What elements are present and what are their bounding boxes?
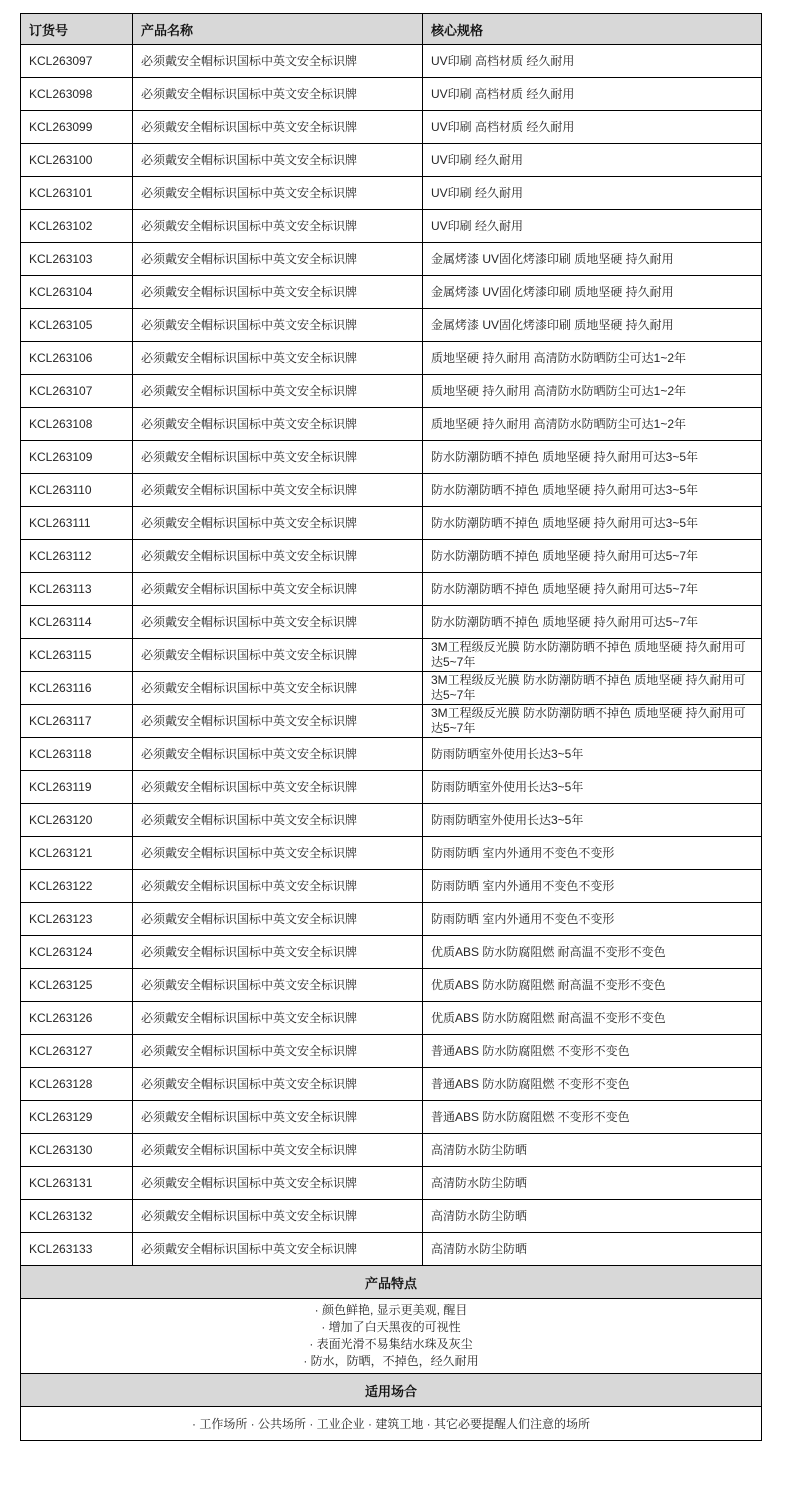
spec-table-body (21, 45, 762, 1266)
table-row (21, 738, 762, 771)
product-name-cell: 必须戴安全帽标识国标中英文安全标识牌 (133, 969, 423, 1002)
spec-cell: UV印刷 经久耐用 (423, 177, 762, 210)
order-id-cell: KCL263102 (21, 210, 133, 243)
table-row (21, 210, 762, 243)
feature-item: · 防水，防晒，不掉色，经久耐用 (303, 1354, 479, 1368)
product-name-cell: 必须戴安全帽标识国标中英文安全标识牌 (133, 243, 423, 276)
features-header-row (21, 1266, 762, 1299)
spec-cell: 防水防潮防晒不掉色 质地坚硬 持久耐用可达5~7年 (423, 606, 762, 639)
product-name-cell: 必须戴安全帽标识国标中英文安全标识牌 (133, 309, 423, 342)
product-name-cell: 必须戴安全帽标识国标中英文安全标识牌 (133, 1035, 423, 1068)
spec-cell: 普通ABS 防水防腐阻燃 不变形不变色 (423, 1035, 762, 1068)
spec-cell: 防雨防晒 室内外通用不变色不变形 (423, 903, 762, 936)
table-row (21, 243, 762, 276)
table-row (21, 936, 762, 969)
table-row (21, 144, 762, 177)
product-name-cell: 必须戴安全帽标识国标中英文安全标识牌 (133, 1068, 423, 1101)
spec-cell: 优质ABS 防水防腐阻燃 耐高温不变形不变色 (423, 969, 762, 1002)
product-name-cell: 必须戴安全帽标识国标中英文安全标识牌 (133, 1002, 423, 1035)
order-id-cell: KCL263126 (21, 1002, 133, 1035)
table-row (21, 309, 762, 342)
order-id-cell: KCL263129 (21, 1101, 133, 1134)
order-id-cell: KCL263106 (21, 342, 133, 375)
product-spec-sheet (20, 13, 761, 1441)
table-row (21, 342, 762, 375)
spec-cell: 高清防水防尘防晒 (423, 1134, 762, 1167)
order-id-cell: KCL263097 (21, 45, 133, 78)
product-name-cell: 必须戴安全帽标识国标中英文安全标识牌 (133, 606, 423, 639)
product-name-cell: 必须戴安全帽标识国标中英文安全标识牌 (133, 474, 423, 507)
table-row (21, 870, 762, 903)
spec-cell: 优质ABS 防水防腐阻燃 耐高温不变形不变色 (423, 1002, 762, 1035)
product-name-cell: 必须戴安全帽标识国标中英文安全标识牌 (133, 804, 423, 837)
table-row (21, 606, 762, 639)
spec-cell: 防水防潮防晒不掉色 质地坚硬 持久耐用可达3~5年 (423, 507, 762, 540)
table-row (21, 903, 762, 936)
order-id-cell: KCL263133 (21, 1233, 133, 1266)
order-id-cell: KCL263116 (21, 672, 133, 705)
order-id-cell: KCL263127 (21, 1035, 133, 1068)
feature-item: · 增加了白天黑夜的可视性 (321, 1320, 461, 1334)
product-name-cell: 必须戴安全帽标识国标中英文安全标识牌 (133, 771, 423, 804)
product-name-cell: 必须戴安全帽标识国标中英文安全标识牌 (133, 837, 423, 870)
spec-cell: 金属烤漆 UV固化烤漆印刷 质地坚硬 持久耐用 (423, 243, 762, 276)
product-name-cell: 必须戴安全帽标识国标中英文安全标识牌 (133, 45, 423, 78)
order-id-cell: KCL263100 (21, 144, 133, 177)
column-header-core-spec: 核心规格 (423, 14, 762, 45)
product-name-cell: 必须戴安全帽标识国标中英文安全标识牌 (133, 507, 423, 540)
table-row (21, 804, 762, 837)
spec-cell: UV印刷 高档材质 经久耐用 (423, 78, 762, 111)
product-name-cell: 必须戴安全帽标识国标中英文安全标识牌 (133, 441, 423, 474)
applications-content-row (21, 1407, 762, 1441)
spec-cell: 3M工程级反光膜 防水防潮防晒不掉色 质地坚硬 持久耐用可达5~7年 (423, 639, 762, 672)
order-id-cell: KCL263108 (21, 408, 133, 441)
table-row (21, 969, 762, 1002)
table-row (21, 441, 762, 474)
order-id-cell: KCL263123 (21, 903, 133, 936)
column-header-order-id: 订货号 (21, 14, 133, 45)
product-name-cell: 必须戴安全帽标识国标中英文安全标识牌 (133, 1134, 423, 1167)
order-id-cell: KCL263120 (21, 804, 133, 837)
product-name-cell: 必须戴安全帽标识国标中英文安全标识牌 (133, 705, 423, 738)
order-id-cell: KCL263132 (21, 1200, 133, 1233)
order-id-cell: KCL263114 (21, 606, 133, 639)
order-id-cell: KCL263124 (21, 936, 133, 969)
order-id-cell: KCL263112 (21, 540, 133, 573)
product-name-cell: 必须戴安全帽标识国标中英文安全标识牌 (133, 1233, 423, 1266)
table-row (21, 507, 762, 540)
feature-item: · 颜色鲜艳, 显示更美观, 醒目 (314, 1303, 468, 1317)
features-list (21, 1299, 762, 1374)
product-name-cell: 必须戴安全帽标识国标中英文安全标识牌 (133, 573, 423, 606)
spec-cell: 质地坚硬 持久耐用 高清防水防晒防尘可达1~2年 (423, 408, 762, 441)
product-name-cell: 必须戴安全帽标识国标中英文安全标识牌 (133, 78, 423, 111)
table-row (21, 1233, 762, 1266)
table-row (21, 1134, 762, 1167)
order-id-cell: KCL263105 (21, 309, 133, 342)
order-id-cell: KCL263115 (21, 639, 133, 672)
table-row (21, 672, 762, 705)
spec-cell: UV印刷 经久耐用 (423, 210, 762, 243)
product-name-cell: 必须戴安全帽标识国标中英文安全标识牌 (133, 738, 423, 771)
product-name-cell: 必须戴安全帽标识国标中英文安全标识牌 (133, 672, 423, 705)
column-header-product-name: 产品名称 (133, 14, 423, 45)
table-row (21, 1035, 762, 1068)
table-row (21, 705, 762, 738)
spec-cell: 防雨防晒 室内外通用不变色不变形 (423, 837, 762, 870)
product-name-cell: 必须戴安全帽标识国标中英文安全标识牌 (133, 540, 423, 573)
spec-cell: 高清防水防尘防晒 (423, 1200, 762, 1233)
product-name-cell: 必须戴安全帽标识国标中英文安全标识牌 (133, 870, 423, 903)
table-row (21, 573, 762, 606)
table-row (21, 375, 762, 408)
applications-text: · 工作场所 · 公共场所 · 工业企业 · 建筑工地 · 其它必要提醒人们注意的场所 (21, 1407, 762, 1441)
spec-cell: UV印刷 经久耐用 (423, 144, 762, 177)
spec-cell: 防水防潮防晒不掉色 质地坚硬 持久耐用可达3~5年 (423, 441, 762, 474)
order-id-cell: KCL263117 (21, 705, 133, 738)
table-row (21, 540, 762, 573)
spec-cell: 普通ABS 防水防腐阻燃 不变形不变色 (423, 1101, 762, 1134)
product-name-cell: 必须戴安全帽标识国标中英文安全标识牌 (133, 375, 423, 408)
table-row (21, 111, 762, 144)
product-name-cell: 必须戴安全帽标识国标中英文安全标识牌 (133, 639, 423, 672)
product-name-cell: 必须戴安全帽标识国标中英文安全标识牌 (133, 111, 423, 144)
spec-cell: 防水防潮防晒不掉色 质地坚硬 持久耐用可达3~5年 (423, 474, 762, 507)
table-row (21, 1200, 762, 1233)
spec-cell: UV印刷 高档材质 经久耐用 (423, 111, 762, 144)
spec-cell: 金属烤漆 UV固化烤漆印刷 质地坚硬 持久耐用 (423, 309, 762, 342)
table-row (21, 1002, 762, 1035)
table-row (21, 1068, 762, 1101)
applications-header-row (21, 1374, 762, 1407)
table-row (21, 1101, 762, 1134)
order-id-cell: KCL263119 (21, 771, 133, 804)
table-row (21, 474, 762, 507)
product-spec-table (20, 13, 762, 1441)
table-row (21, 78, 762, 111)
order-id-cell: KCL263121 (21, 837, 133, 870)
spec-cell: 高清防水防尘防晒 (423, 1233, 762, 1266)
order-id-cell: KCL263104 (21, 276, 133, 309)
footer-sections (21, 1266, 762, 1441)
product-name-cell: 必须戴安全帽标识国标中英文安全标识牌 (133, 1167, 423, 1200)
table-row (21, 1167, 762, 1200)
order-id-cell: KCL263113 (21, 573, 133, 606)
order-id-cell: KCL263110 (21, 474, 133, 507)
spec-cell: 防雨防晒室外使用长达3~5年 (423, 771, 762, 804)
product-name-cell: 必须戴安全帽标识国标中英文安全标识牌 (133, 342, 423, 375)
spec-cell: 质地坚硬 持久耐用 高清防水防晒防尘可达1~2年 (423, 342, 762, 375)
table-row (21, 837, 762, 870)
spec-cell: 防雨防晒室外使用长达3~5年 (423, 804, 762, 837)
table-row (21, 45, 762, 78)
spec-cell: UV印刷 高档材质 经久耐用 (423, 45, 762, 78)
product-name-cell: 必须戴安全帽标识国标中英文安全标识牌 (133, 903, 423, 936)
product-name-cell: 必须戴安全帽标识国标中英文安全标识牌 (133, 276, 423, 309)
order-id-cell: KCL263122 (21, 870, 133, 903)
product-name-cell: 必须戴安全帽标识国标中英文安全标识牌 (133, 177, 423, 210)
feature-item: · 表面光滑不易集结水珠及灰尘 (309, 1337, 473, 1351)
order-id-cell: KCL263125 (21, 969, 133, 1002)
spec-cell: 防水防潮防晒不掉色 质地坚硬 持久耐用可达5~7年 (423, 573, 762, 606)
product-name-cell: 必须戴安全帽标识国标中英文安全标识牌 (133, 408, 423, 441)
spec-cell: 3M工程级反光膜 防水防潮防晒不掉色 质地坚硬 持久耐用可达5~7年 (423, 672, 762, 705)
spec-cell: 金属烤漆 UV固化烤漆印刷 质地坚硬 持久耐用 (423, 276, 762, 309)
table-row (21, 408, 762, 441)
order-id-cell: KCL263128 (21, 1068, 133, 1101)
table-row (21, 639, 762, 672)
spec-cell: 防雨防晒 室内外通用不变色不变形 (423, 870, 762, 903)
product-name-cell: 必须戴安全帽标识国标中英文安全标识牌 (133, 1101, 423, 1134)
features-section-header: 产品特点 (21, 1266, 762, 1299)
spec-cell: 普通ABS 防水防腐阻燃 不变形不变色 (423, 1068, 762, 1101)
order-id-cell: KCL263109 (21, 441, 133, 474)
table-header-row (21, 14, 762, 45)
order-id-cell: KCL263099 (21, 111, 133, 144)
order-id-cell: KCL263107 (21, 375, 133, 408)
features-content-row (21, 1299, 762, 1374)
spec-cell: 高清防水防尘防晒 (423, 1167, 762, 1200)
applications-section-header: 适用场合 (21, 1374, 762, 1407)
table-row (21, 177, 762, 210)
table-row (21, 276, 762, 309)
spec-cell: 防雨防晒室外使用长达3~5年 (423, 738, 762, 771)
product-name-cell: 必须戴安全帽标识国标中英文安全标识牌 (133, 1200, 423, 1233)
spec-cell: 3M工程级反光膜 防水防潮防晒不掉色 质地坚硬 持久耐用可达5~7年 (423, 705, 762, 738)
order-id-cell: KCL263101 (21, 177, 133, 210)
order-id-cell: KCL263130 (21, 1134, 133, 1167)
order-id-cell: KCL263103 (21, 243, 133, 276)
product-name-cell: 必须戴安全帽标识国标中英文安全标识牌 (133, 210, 423, 243)
product-name-cell: 必须戴安全帽标识国标中英文安全标识牌 (133, 936, 423, 969)
order-id-cell: KCL263111 (21, 507, 133, 540)
spec-cell: 质地坚硬 持久耐用 高清防水防晒防尘可达1~2年 (423, 375, 762, 408)
product-name-cell: 必须戴安全帽标识国标中英文安全标识牌 (133, 144, 423, 177)
order-id-cell: KCL263131 (21, 1167, 133, 1200)
order-id-cell: KCL263118 (21, 738, 133, 771)
order-id-cell: KCL263098 (21, 78, 133, 111)
table-row (21, 771, 762, 804)
spec-cell: 优质ABS 防水防腐阻燃 耐高温不变形不变色 (423, 936, 762, 969)
spec-cell: 防水防潮防晒不掉色 质地坚硬 持久耐用可达5~7年 (423, 540, 762, 573)
